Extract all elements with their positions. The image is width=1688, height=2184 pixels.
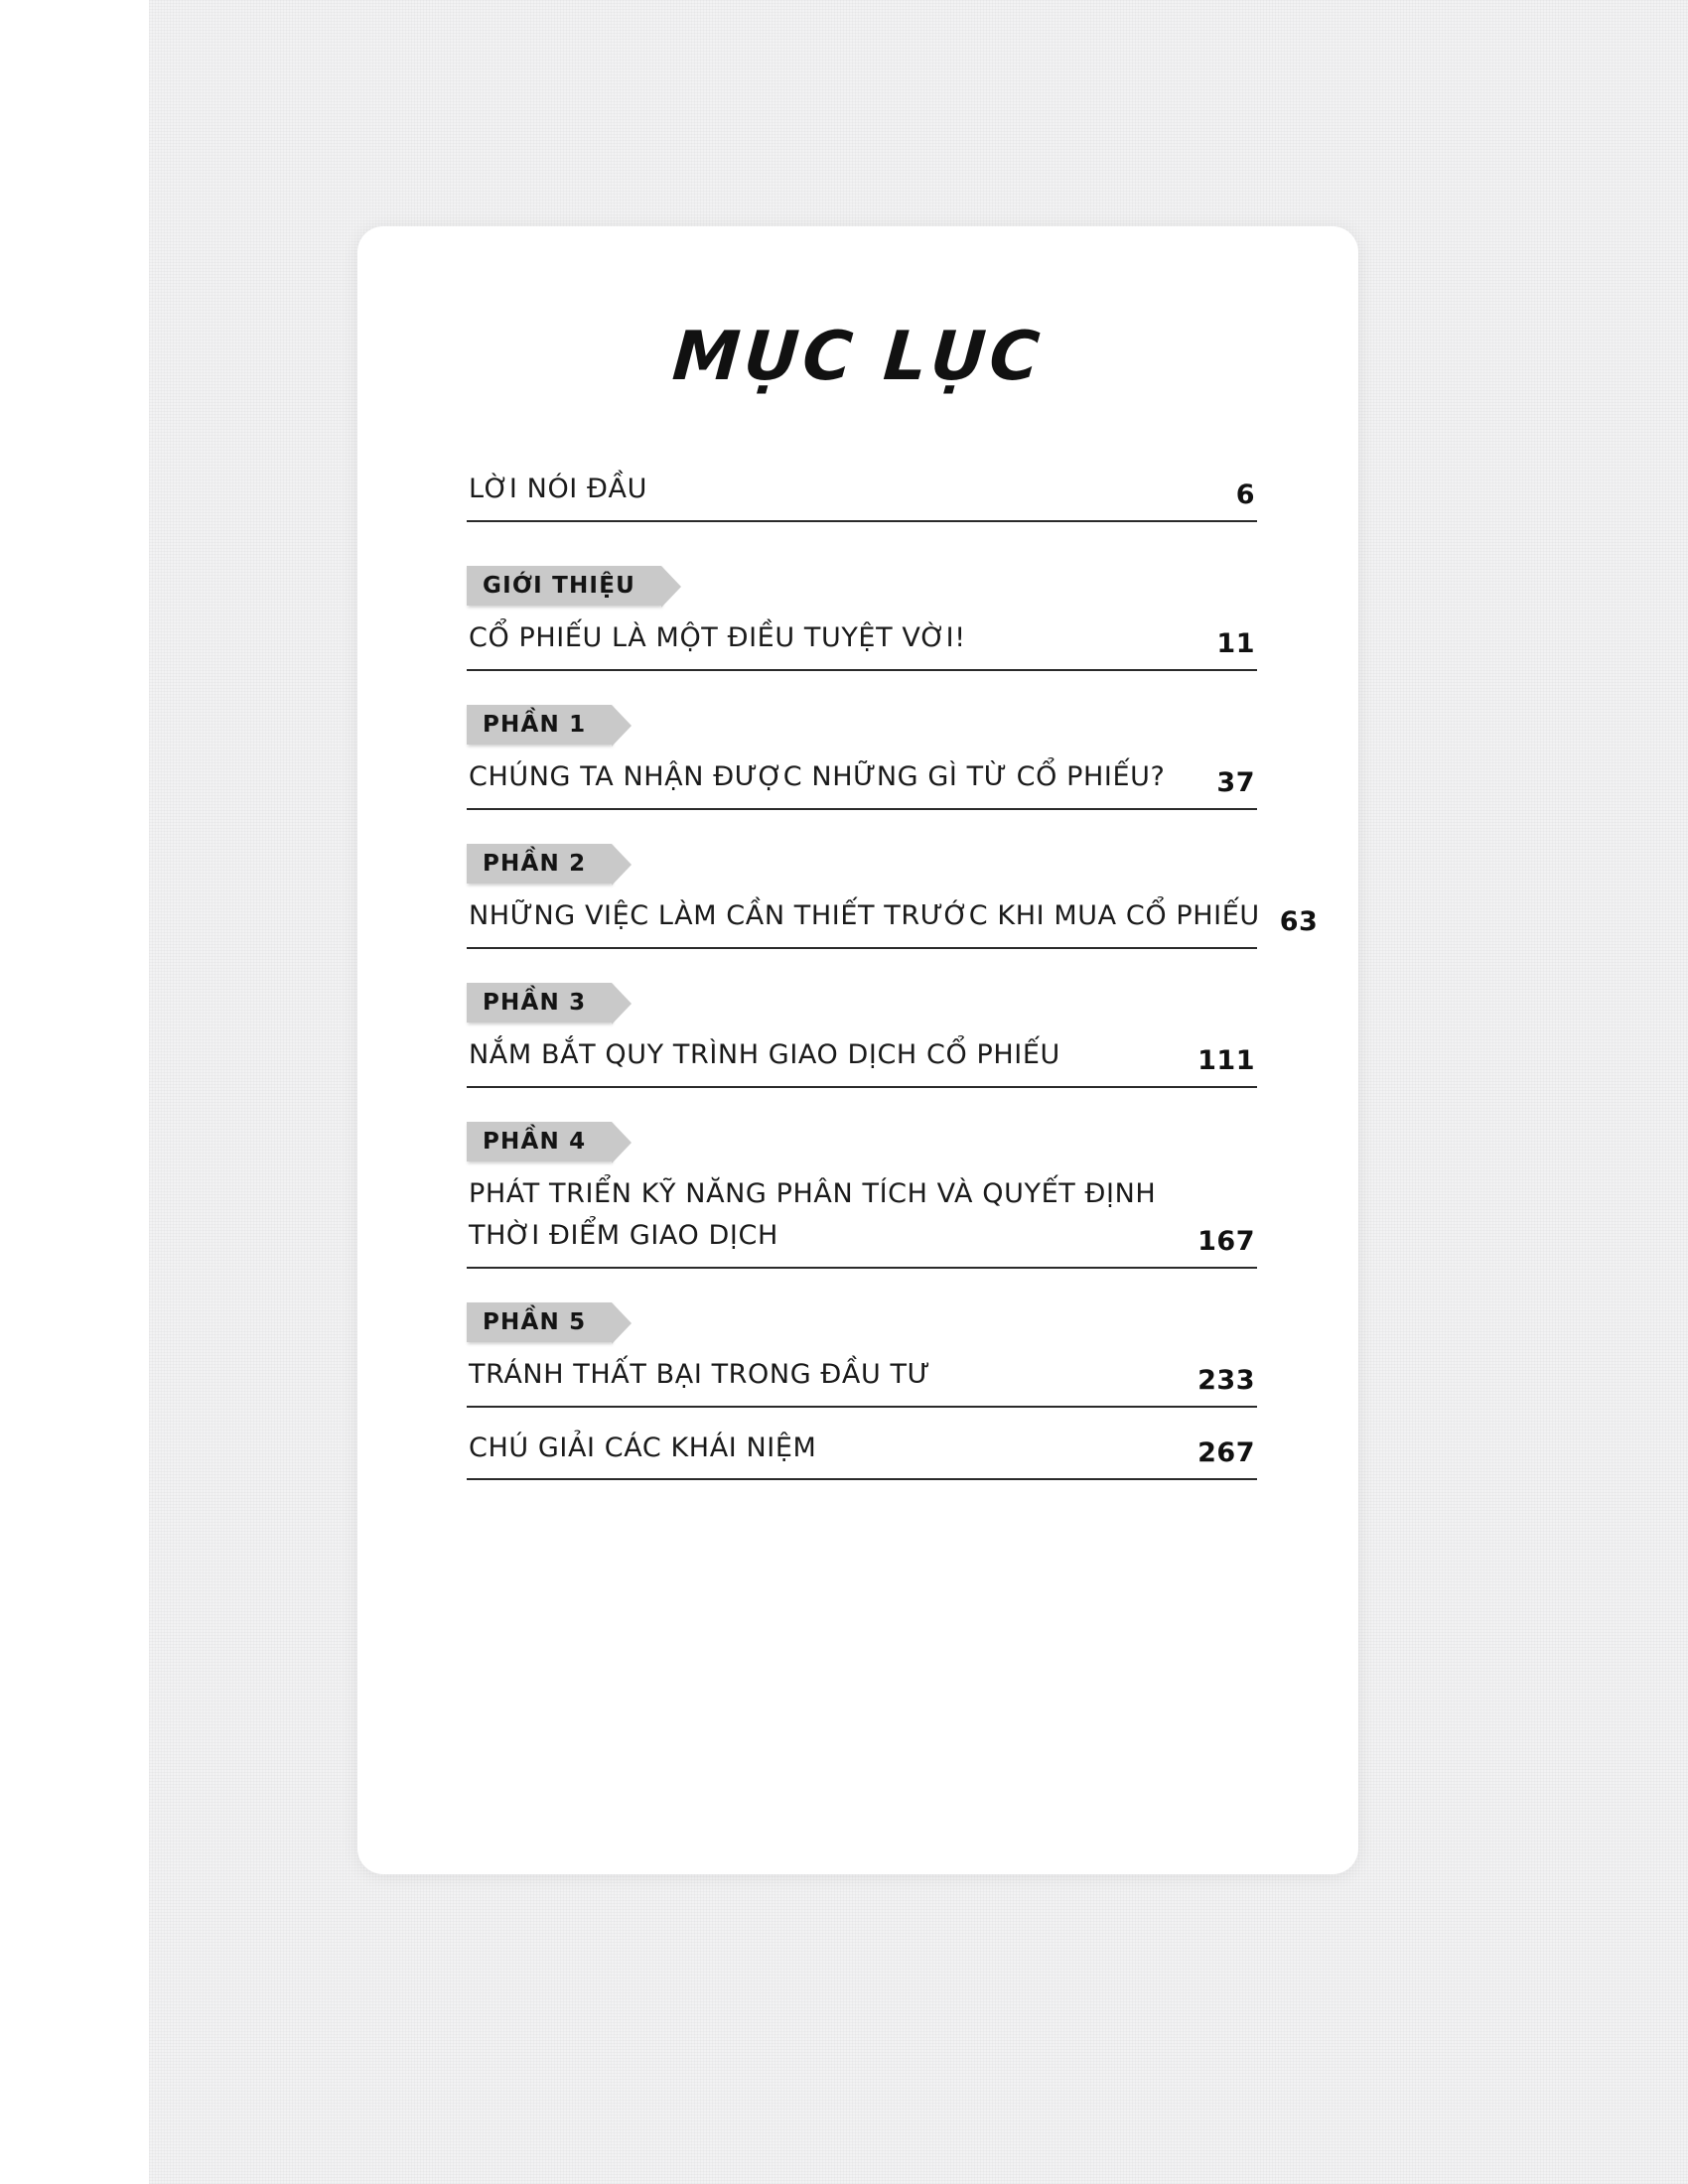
spacer: [467, 810, 1257, 844]
section-tag-phan-2: PHẦN 2: [467, 844, 612, 884]
toc-entry-page: 267: [1197, 1437, 1255, 1469]
toc-entry[interactable]: [467, 612, 1257, 671]
section-tag-phan-1: PHẦN 1: [467, 705, 612, 745]
toc-entry[interactable]: [467, 1167, 1257, 1269]
toc-entry[interactable]: [467, 1422, 1257, 1481]
spacer: [467, 671, 1257, 705]
spacer: [467, 1408, 1257, 1422]
section-tag-phan-4: PHẦN 4: [467, 1122, 612, 1161]
table-of-contents-card: [357, 226, 1358, 1874]
section-tag-gioi-thieu: GIỚI THIỆU: [467, 566, 661, 606]
toc-entry-title-line-2: THỜI ĐIỂM GIAO DỊCH: [469, 1219, 778, 1251]
spacer: [467, 522, 1257, 566]
toc-entry-title: CỔ PHIẾU LÀ MỘT ĐIỀU TUYỆT VỜI!: [469, 621, 966, 653]
toc-entry[interactable]: [467, 463, 1257, 522]
toc-entry-list: [467, 463, 1319, 1480]
page-left-gutter: [0, 0, 151, 2184]
spacer: [467, 1088, 1257, 1122]
spacer: [467, 949, 1257, 983]
toc-entry[interactable]: [467, 751, 1257, 810]
toc-entry-title: TRÁNH THẤT BẠI TRONG ĐẦU TƯ: [469, 1358, 931, 1390]
toc-entry-title: CHÚNG TA NHẬN ĐƯỢC NHỮNG GÌ TỪ CỔ PHIẾU?: [469, 760, 1166, 792]
toc-entry[interactable]: [467, 1348, 1257, 1408]
toc-entry-page: 6: [1235, 478, 1255, 510]
page-title: MỤC LỤC: [669, 318, 1047, 396]
toc-entry-title: LỜI NÓI ĐẦU: [469, 474, 647, 504]
toc-entry[interactable]: [467, 1028, 1257, 1088]
section-tag-phan-3: PHẦN 3: [467, 983, 612, 1023]
toc-entry-page: 167: [1197, 1225, 1255, 1257]
section-tag-phan-5: PHẦN 5: [467, 1302, 612, 1342]
toc-entry-page: 37: [1216, 766, 1255, 798]
toc-entry-title: CHÚ GIẢI CÁC KHÁI NIỆM: [469, 1432, 817, 1463]
toc-entry-title-line-1: PHÁT TRIỂN KỸ NĂNG PHÂN TÍCH VÀ QUYẾT ĐỊNH: [469, 1177, 1157, 1209]
toc-entry-title: NHỮNG VIỆC LÀM CẦN THIẾT TRƯỚC KHI MUA CỔ PHIẾU: [469, 899, 1260, 931]
toc-entry-page: 11: [1216, 627, 1255, 659]
spacer: [467, 1269, 1257, 1302]
toc-entry-page: 111: [1197, 1044, 1255, 1076]
toc-entry[interactable]: [467, 889, 1319, 949]
toc-entry-page: 233: [1197, 1364, 1255, 1396]
toc-entry-title: NẮM BẮT QUY TRÌNH GIAO DỊCH CỔ PHIẾU: [469, 1038, 1060, 1070]
card-content-area: [413, 226, 1319, 1874]
toc-entry-page: 63: [1279, 905, 1319, 937]
